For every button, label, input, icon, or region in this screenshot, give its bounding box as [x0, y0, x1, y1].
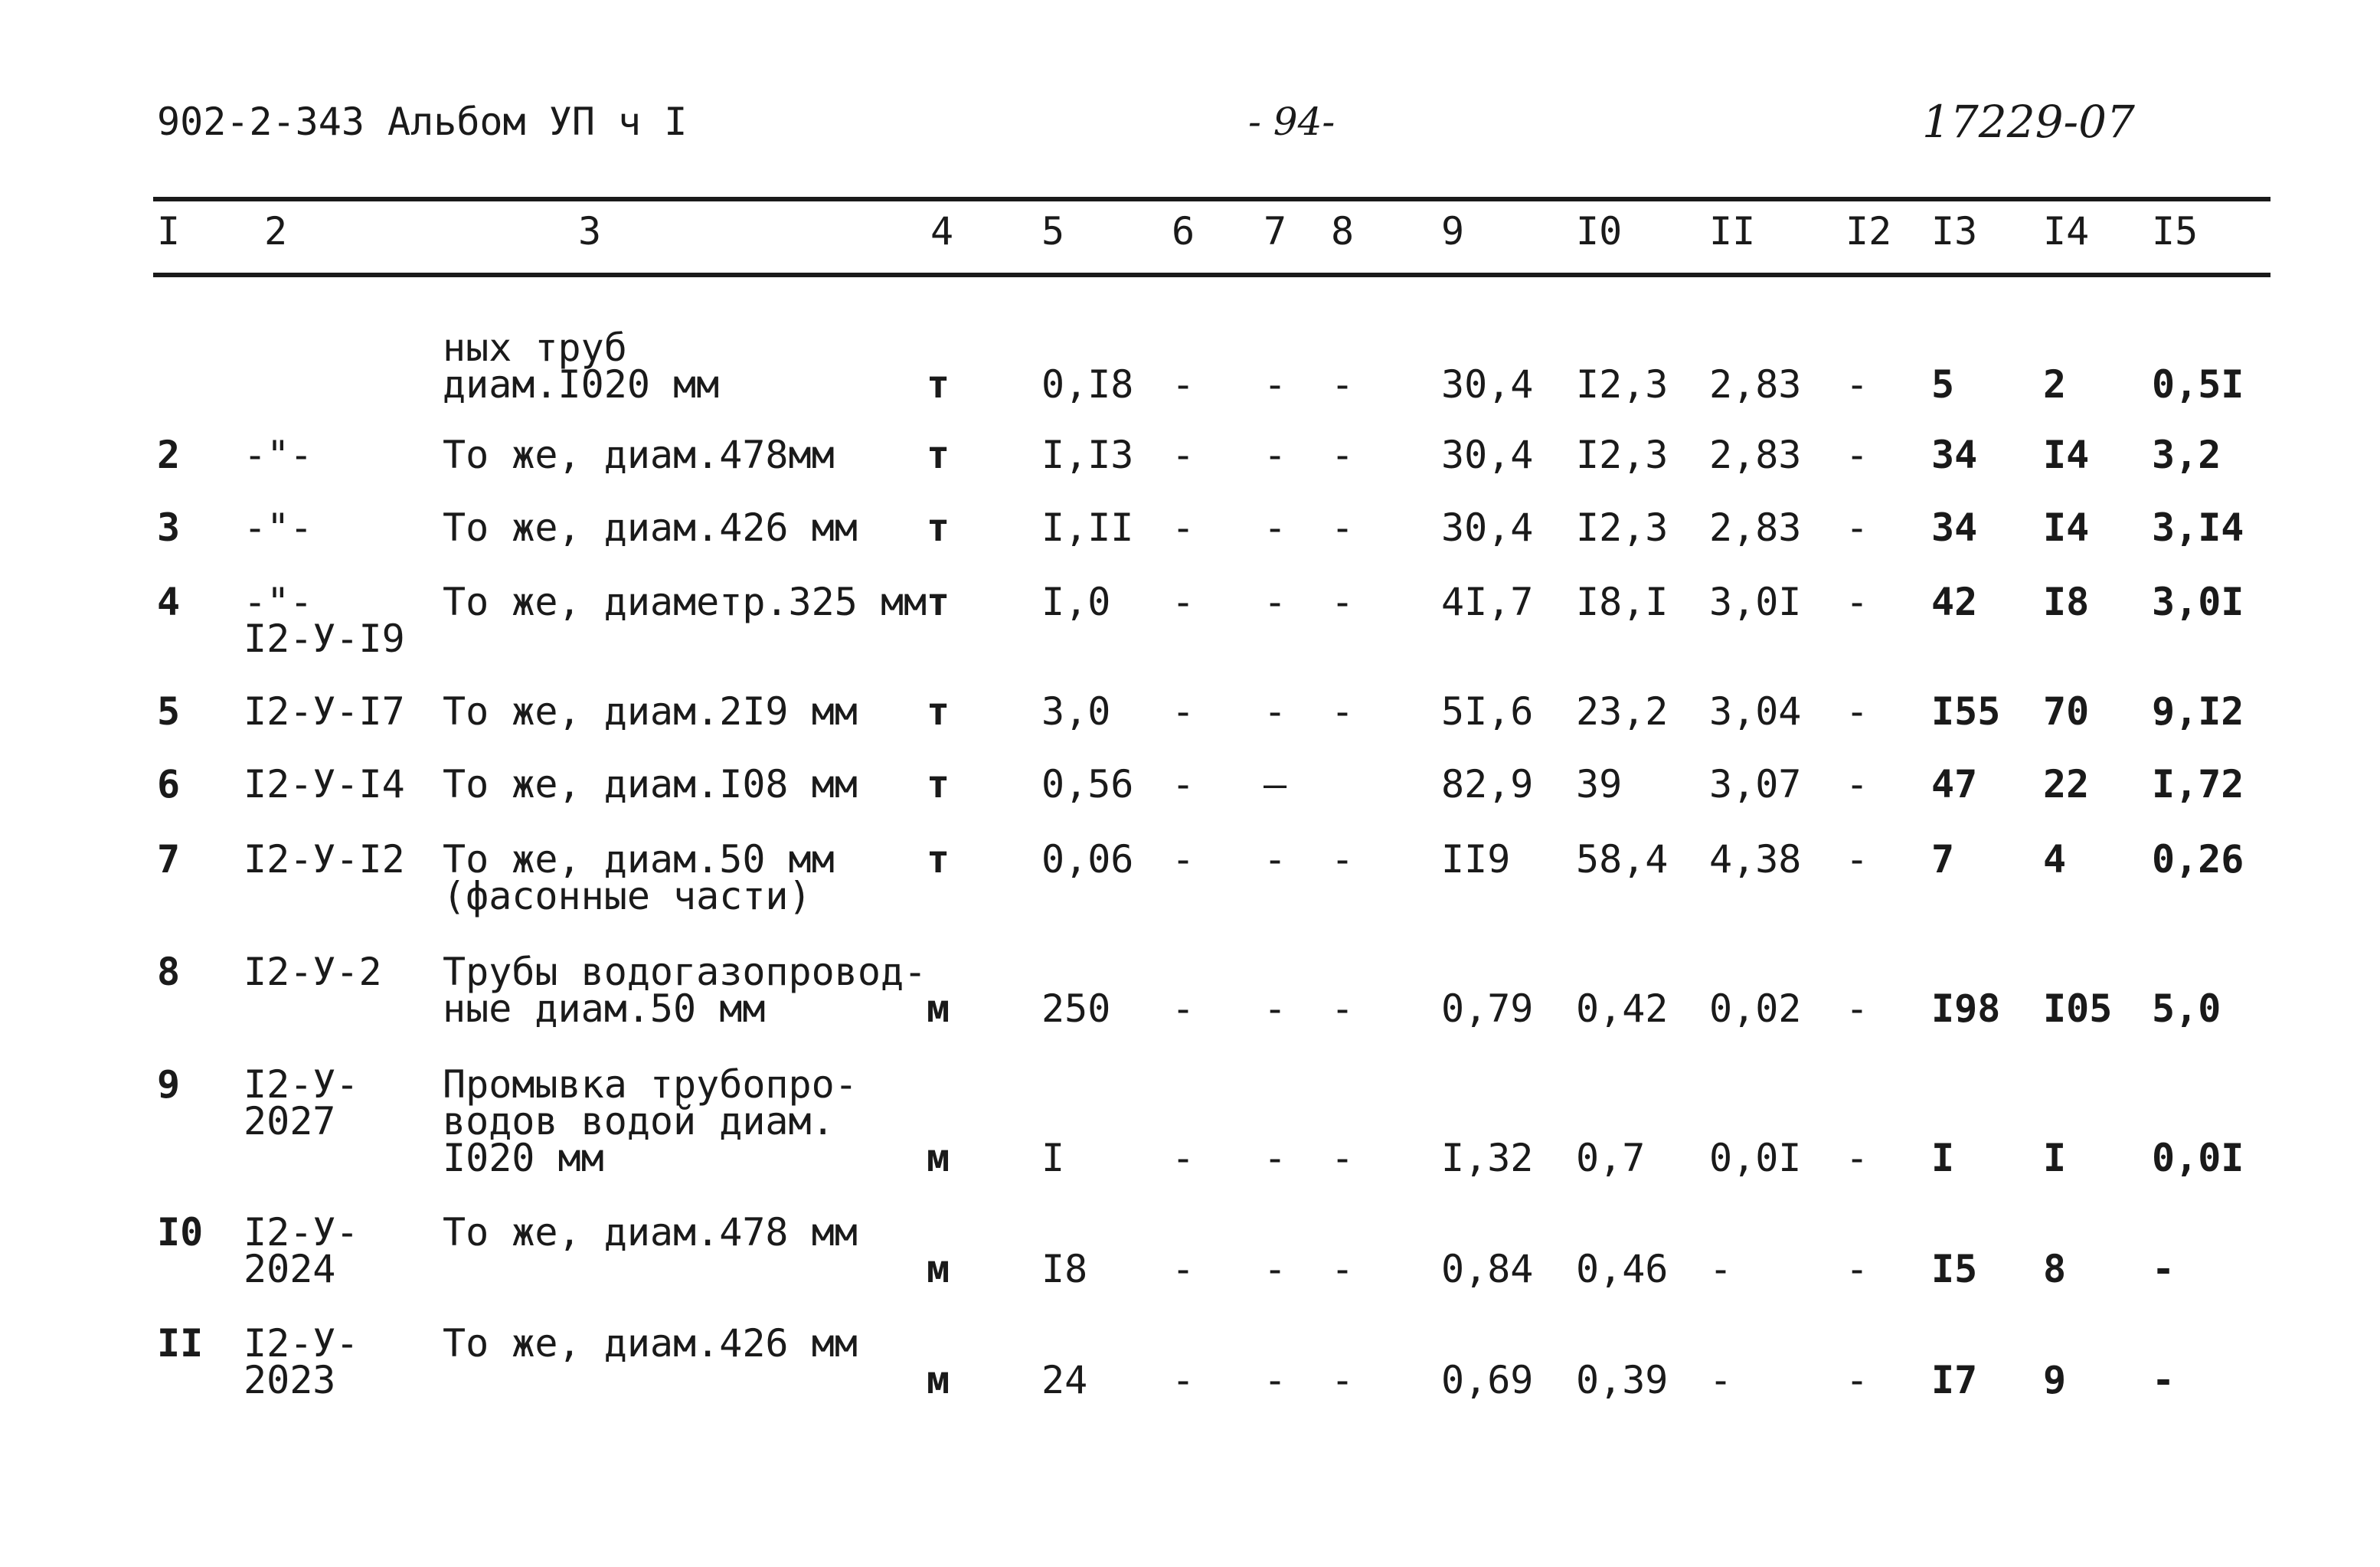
table-cell-r1-c7: -: [1264, 362, 1287, 407]
table-cell-r2-c12: -: [1845, 433, 1869, 477]
table-cell-r11-c12: -: [1845, 1358, 1869, 1402]
table-cell-r11-c5: 24: [1041, 1358, 1088, 1402]
table-cell-r10-c8: -: [1331, 1247, 1355, 1291]
table-cell-r5-c15: 9,I2: [2152, 689, 2244, 734]
table-cell-r8-c9: 0,79: [1441, 986, 1534, 1031]
table-cell-r2-c4: т: [927, 433, 950, 477]
table-cell-r5-c8: -: [1331, 689, 1355, 734]
table-cell-r1-c11: 2,83: [1709, 362, 1802, 407]
table-cell-r5-c3: То же, диам.2I9 мм: [443, 689, 858, 734]
table-cell-r5-c11: 3,04: [1709, 689, 1802, 734]
table-cell-r11-c13: I7: [1931, 1358, 1978, 1402]
table-cell-r1-c13: 5: [1931, 362, 1955, 407]
table-cell-r5-c14: 70: [2043, 689, 2090, 734]
table-cell-r8-c13: I98: [1931, 986, 2001, 1031]
table-cell-r2-c8: -: [1331, 433, 1355, 477]
table-cell-r4-c9: 4I,7: [1441, 580, 1534, 624]
table-cell-r8-c8: -: [1331, 986, 1355, 1031]
table-cell-r3-c3: То же, диам.426 мм: [443, 505, 858, 550]
table-cell-r11-c4: м: [927, 1358, 950, 1402]
table-cell-r9-c4: м: [927, 1136, 950, 1180]
table-cell-r3-c9: 30,4: [1441, 505, 1534, 550]
table-cell-r5-c10: 23,2: [1576, 689, 1669, 734]
table-header-rule: [153, 273, 2270, 277]
table-cell-r7-c8: -: [1331, 837, 1355, 882]
table-cell-r1-c14: 2: [2043, 362, 2067, 407]
table-cell-r2-c7: -: [1264, 433, 1287, 477]
column-header-4: 4: [930, 209, 954, 254]
table-cell-r3-c8: -: [1331, 505, 1355, 550]
column-header-7: 7: [1264, 209, 1287, 254]
table-cell-r3-c6: -: [1172, 505, 1195, 550]
table-cell-r2-c14: I4: [2043, 433, 2090, 477]
table-cell-r11-c15: -: [2152, 1358, 2176, 1402]
column-header-1: I: [157, 209, 181, 254]
table-cell-r4-c11: 3,0I: [1709, 580, 1802, 624]
table-cell-r2-c2: -"-: [244, 433, 313, 477]
table-cell-r7-c5: 0,06: [1041, 837, 1134, 882]
table-cell-r3-c13: 34: [1931, 505, 1978, 550]
table-cell-r7-c15: 0,26: [2152, 837, 2244, 882]
table-cell-r6-c1: 6: [157, 762, 181, 806]
table-cell-r4-c6: -: [1172, 580, 1195, 624]
table-cell-r6-c6: -: [1172, 762, 1195, 806]
table-cell-r10-c7: -: [1264, 1247, 1287, 1291]
table-cell-r7-c2: I2-У-I2: [244, 837, 405, 882]
table-cell-r3-c1: 3: [157, 505, 181, 550]
table-cell-r11-c6: -: [1172, 1358, 1195, 1402]
table-cell-r10-c2: I2-У- 2024: [244, 1210, 359, 1291]
table-cell-r5-c12: -: [1845, 689, 1869, 734]
table-cell-r10-c1: I0: [157, 1210, 204, 1255]
table-cell-r9-c15: 0,0I: [2152, 1136, 2244, 1180]
table-cell-r7-c11: 4,38: [1709, 837, 1802, 882]
table-cell-r5-c2: I2-У-I7: [244, 689, 405, 734]
table-cell-r7-c12: -: [1845, 837, 1869, 882]
table-cell-r9-c12: -: [1845, 1136, 1869, 1180]
table-cell-r3-c2: -"-: [244, 505, 313, 550]
document-header-left: 902-2-343 Альбом УП ч I: [157, 100, 688, 144]
table-cell-r11-c1: II: [157, 1321, 204, 1366]
table-cell-r8-c1: 8: [157, 950, 181, 994]
table-cell-r7-c4: т: [927, 837, 950, 882]
table-cell-r11-c10: 0,39: [1576, 1358, 1669, 1402]
table-cell-r1-c9: 30,4: [1441, 362, 1534, 407]
table-cell-r1-c6: -: [1172, 362, 1195, 407]
table-cell-r11-c11: -: [1709, 1358, 1733, 1402]
table-cell-r1-c12: -: [1845, 362, 1869, 407]
table-cell-r9-c9: I,32: [1441, 1136, 1534, 1180]
column-header-13: I3: [1931, 209, 1978, 254]
column-header-6: 6: [1172, 209, 1195, 254]
table-cell-r9-c2: I2-У- 2027: [244, 1062, 359, 1143]
table-cell-r5-c13: I55: [1931, 689, 2001, 734]
table-top-rule: [153, 197, 2270, 201]
table-cell-r1-c5: 0,I8: [1041, 362, 1134, 407]
table-cell-r1-c10: I2,3: [1576, 362, 1669, 407]
table-cell-r8-c7: -: [1264, 986, 1287, 1031]
table-cell-r10-c4: м: [927, 1247, 950, 1291]
table-cell-r2-c11: 2,83: [1709, 433, 1802, 477]
table-cell-r2-c10: I2,3: [1576, 433, 1669, 477]
table-cell-r7-c6: -: [1172, 837, 1195, 882]
table-cell-r10-c11: -: [1709, 1247, 1733, 1291]
table-cell-r11-c3: То же, диам.426 мм: [443, 1321, 858, 1366]
table-cell-r8-c6: -: [1172, 986, 1195, 1031]
table-cell-r4-c7: -: [1264, 580, 1287, 624]
table-cell-r2-c3: То же, диам.478мм: [443, 433, 835, 477]
table-cell-r4-c12: -: [1845, 580, 1869, 624]
table-cell-r6-c2: I2-У-I4: [244, 762, 405, 806]
column-header-10: I0: [1576, 209, 1623, 254]
column-header-14: I4: [2043, 209, 2090, 254]
table-cell-r3-c11: 2,83: [1709, 505, 1802, 550]
table-cell-r2-c13: 34: [1931, 433, 1978, 477]
table-cell-r4-c10: I8,I: [1576, 580, 1669, 624]
table-cell-r5-c6: -: [1172, 689, 1195, 734]
table-cell-r10-c13: I5: [1931, 1247, 1978, 1291]
table-cell-r4-c4: т: [927, 580, 950, 624]
table-cell-r9-c14: I: [2043, 1136, 2067, 1180]
document-code: 17229-07: [1922, 96, 2135, 148]
table-cell-r3-c4: т: [927, 505, 950, 550]
table-cell-r8-c3: Трубы водогазопровод- ные диам.50 мм: [443, 950, 927, 1031]
table-cell-r7-c1: 7: [157, 837, 181, 882]
table-cell-r2-c6: -: [1172, 433, 1195, 477]
table-cell-r9-c6: -: [1172, 1136, 1195, 1180]
table-cell-r2-c15: 3,2: [2152, 433, 2221, 477]
table-cell-r11-c8: -: [1331, 1358, 1355, 1402]
column-header-9: 9: [1441, 209, 1465, 254]
table-cell-r6-c15: I,72: [2152, 762, 2244, 806]
column-header-5: 5: [1041, 209, 1065, 254]
column-header-3: 3: [578, 209, 602, 254]
table-cell-r5-c4: т: [927, 689, 950, 734]
table-cell-r3-c7: -: [1264, 505, 1287, 550]
table-cell-r8-c14: I05: [2043, 986, 2113, 1031]
table-cell-r6-c12: -: [1845, 762, 1869, 806]
table-cell-r10-c10: 0,46: [1576, 1247, 1669, 1291]
table-cell-r2-c9: 30,4: [1441, 433, 1534, 477]
table-cell-r4-c13: 42: [1931, 580, 1978, 624]
table-cell-r9-c13: I: [1931, 1136, 1955, 1180]
table-cell-r1-c15: 0,5I: [2152, 362, 2244, 407]
table-cell-r9-c5: I: [1041, 1136, 1065, 1180]
table-cell-r11-c2: I2-У- 2023: [244, 1321, 359, 1402]
table-cell-r11-c9: 0,69: [1441, 1358, 1534, 1402]
table-cell-r9-c8: -: [1331, 1136, 1355, 1180]
table-cell-r8-c10: 0,42: [1576, 986, 1669, 1031]
table-cell-r6-c3: То же, диам.I08 мм: [443, 762, 858, 806]
table-cell-r6-c14: 22: [2043, 762, 2090, 806]
table-cell-r4-c14: I8: [2043, 580, 2090, 624]
table-cell-r7-c10: 58,4: [1576, 837, 1669, 882]
table-cell-r6-c4: т: [927, 762, 950, 806]
column-header-15: I5: [2152, 209, 2199, 254]
table-cell-r7-c9: II9: [1441, 837, 1511, 882]
table-cell-r1-c8: -: [1331, 362, 1355, 407]
table-cell-r8-c12: -: [1845, 986, 1869, 1031]
table-cell-r9-c1: 9: [157, 1062, 181, 1107]
table-cell-r11-c7: -: [1264, 1358, 1287, 1402]
table-cell-r3-c14: I4: [2043, 505, 2090, 550]
table-cell-r10-c6: -: [1172, 1247, 1195, 1291]
table-cell-r10-c3: То же, диам.478 мм: [443, 1210, 858, 1255]
table-cell-r3-c10: I2,3: [1576, 505, 1669, 550]
column-header-12: I2: [1845, 209, 1892, 254]
table-cell-r4-c1: 4: [157, 580, 181, 624]
column-header-11: II: [1709, 209, 1756, 254]
table-cell-r7-c14: 4: [2043, 837, 2067, 882]
table-cell-r9-c7: -: [1264, 1136, 1287, 1180]
table-cell-r10-c12: -: [1845, 1247, 1869, 1291]
table-cell-r6-c7: —: [1264, 762, 1287, 806]
table-cell-r6-c13: 47: [1931, 762, 1978, 806]
table-cell-r10-c9: 0,84: [1441, 1247, 1534, 1291]
table-cell-r9-c10: 0,7: [1576, 1136, 1646, 1180]
table-cell-r4-c3: То же, диаметр.325 мм: [443, 580, 927, 624]
table-cell-r8-c2: I2-У-2: [244, 950, 382, 994]
table-cell-r3-c15: 3,I4: [2152, 505, 2244, 550]
table-cell-r9-c3: Промывка трубопро- водов водой диам. I020 мм: [443, 1062, 858, 1180]
table-cell-r8-c11: 0,02: [1709, 986, 1802, 1031]
table-cell-r3-c5: I,II: [1041, 505, 1134, 550]
table-cell-r5-c7: -: [1264, 689, 1287, 734]
column-header-8: 8: [1331, 209, 1355, 254]
table-cell-r6-c9: 82,9: [1441, 762, 1534, 806]
table-cell-r6-c11: 3,07: [1709, 762, 1802, 806]
table-cell-r1-c4: т: [927, 362, 950, 407]
table-cell-r8-c4: м: [927, 986, 950, 1031]
page-number: - 94-: [1248, 100, 1335, 144]
table-cell-r10-c15: -: [2152, 1247, 2176, 1291]
table-cell-r10-c5: I8: [1041, 1247, 1088, 1291]
table-cell-r5-c5: 3,0: [1041, 689, 1111, 734]
table-cell-r7-c13: 7: [1931, 837, 1955, 882]
table-cell-r6-c5: 0,56: [1041, 762, 1134, 806]
table-cell-r4-c15: 3,0I: [2152, 580, 2244, 624]
table-cell-r3-c12: -: [1845, 505, 1869, 550]
table-cell-r8-c5: 250: [1041, 986, 1111, 1031]
table-cell-r4-c8: -: [1331, 580, 1355, 624]
table-cell-r4-c5: I,0: [1041, 580, 1111, 624]
table-cell-r2-c5: I,I3: [1041, 433, 1134, 477]
table-cell-r7-c7: -: [1264, 837, 1287, 882]
table-cell-r5-c9: 5I,6: [1441, 689, 1534, 734]
table-cell-r1-c3: ных труб диам.I020 мм: [443, 326, 720, 407]
table-cell-r10-c14: 8: [2043, 1247, 2067, 1291]
table-cell-r11-c14: 9: [2043, 1358, 2067, 1402]
table-cell-r6-c10: 39: [1576, 762, 1623, 806]
table-cell-r8-c15: 5,0: [2152, 986, 2221, 1031]
table-cell-r7-c3: То же, диам.50 мм (фасонные части): [443, 837, 835, 918]
table-cell-r2-c1: 2: [157, 433, 181, 477]
table-cell-r5-c1: 5: [157, 689, 181, 734]
table-cell-r9-c11: 0,0I: [1709, 1136, 1802, 1180]
column-header-2: 2: [264, 209, 288, 254]
table-cell-r4-c2: -"- I2-У-I9: [244, 580, 405, 661]
